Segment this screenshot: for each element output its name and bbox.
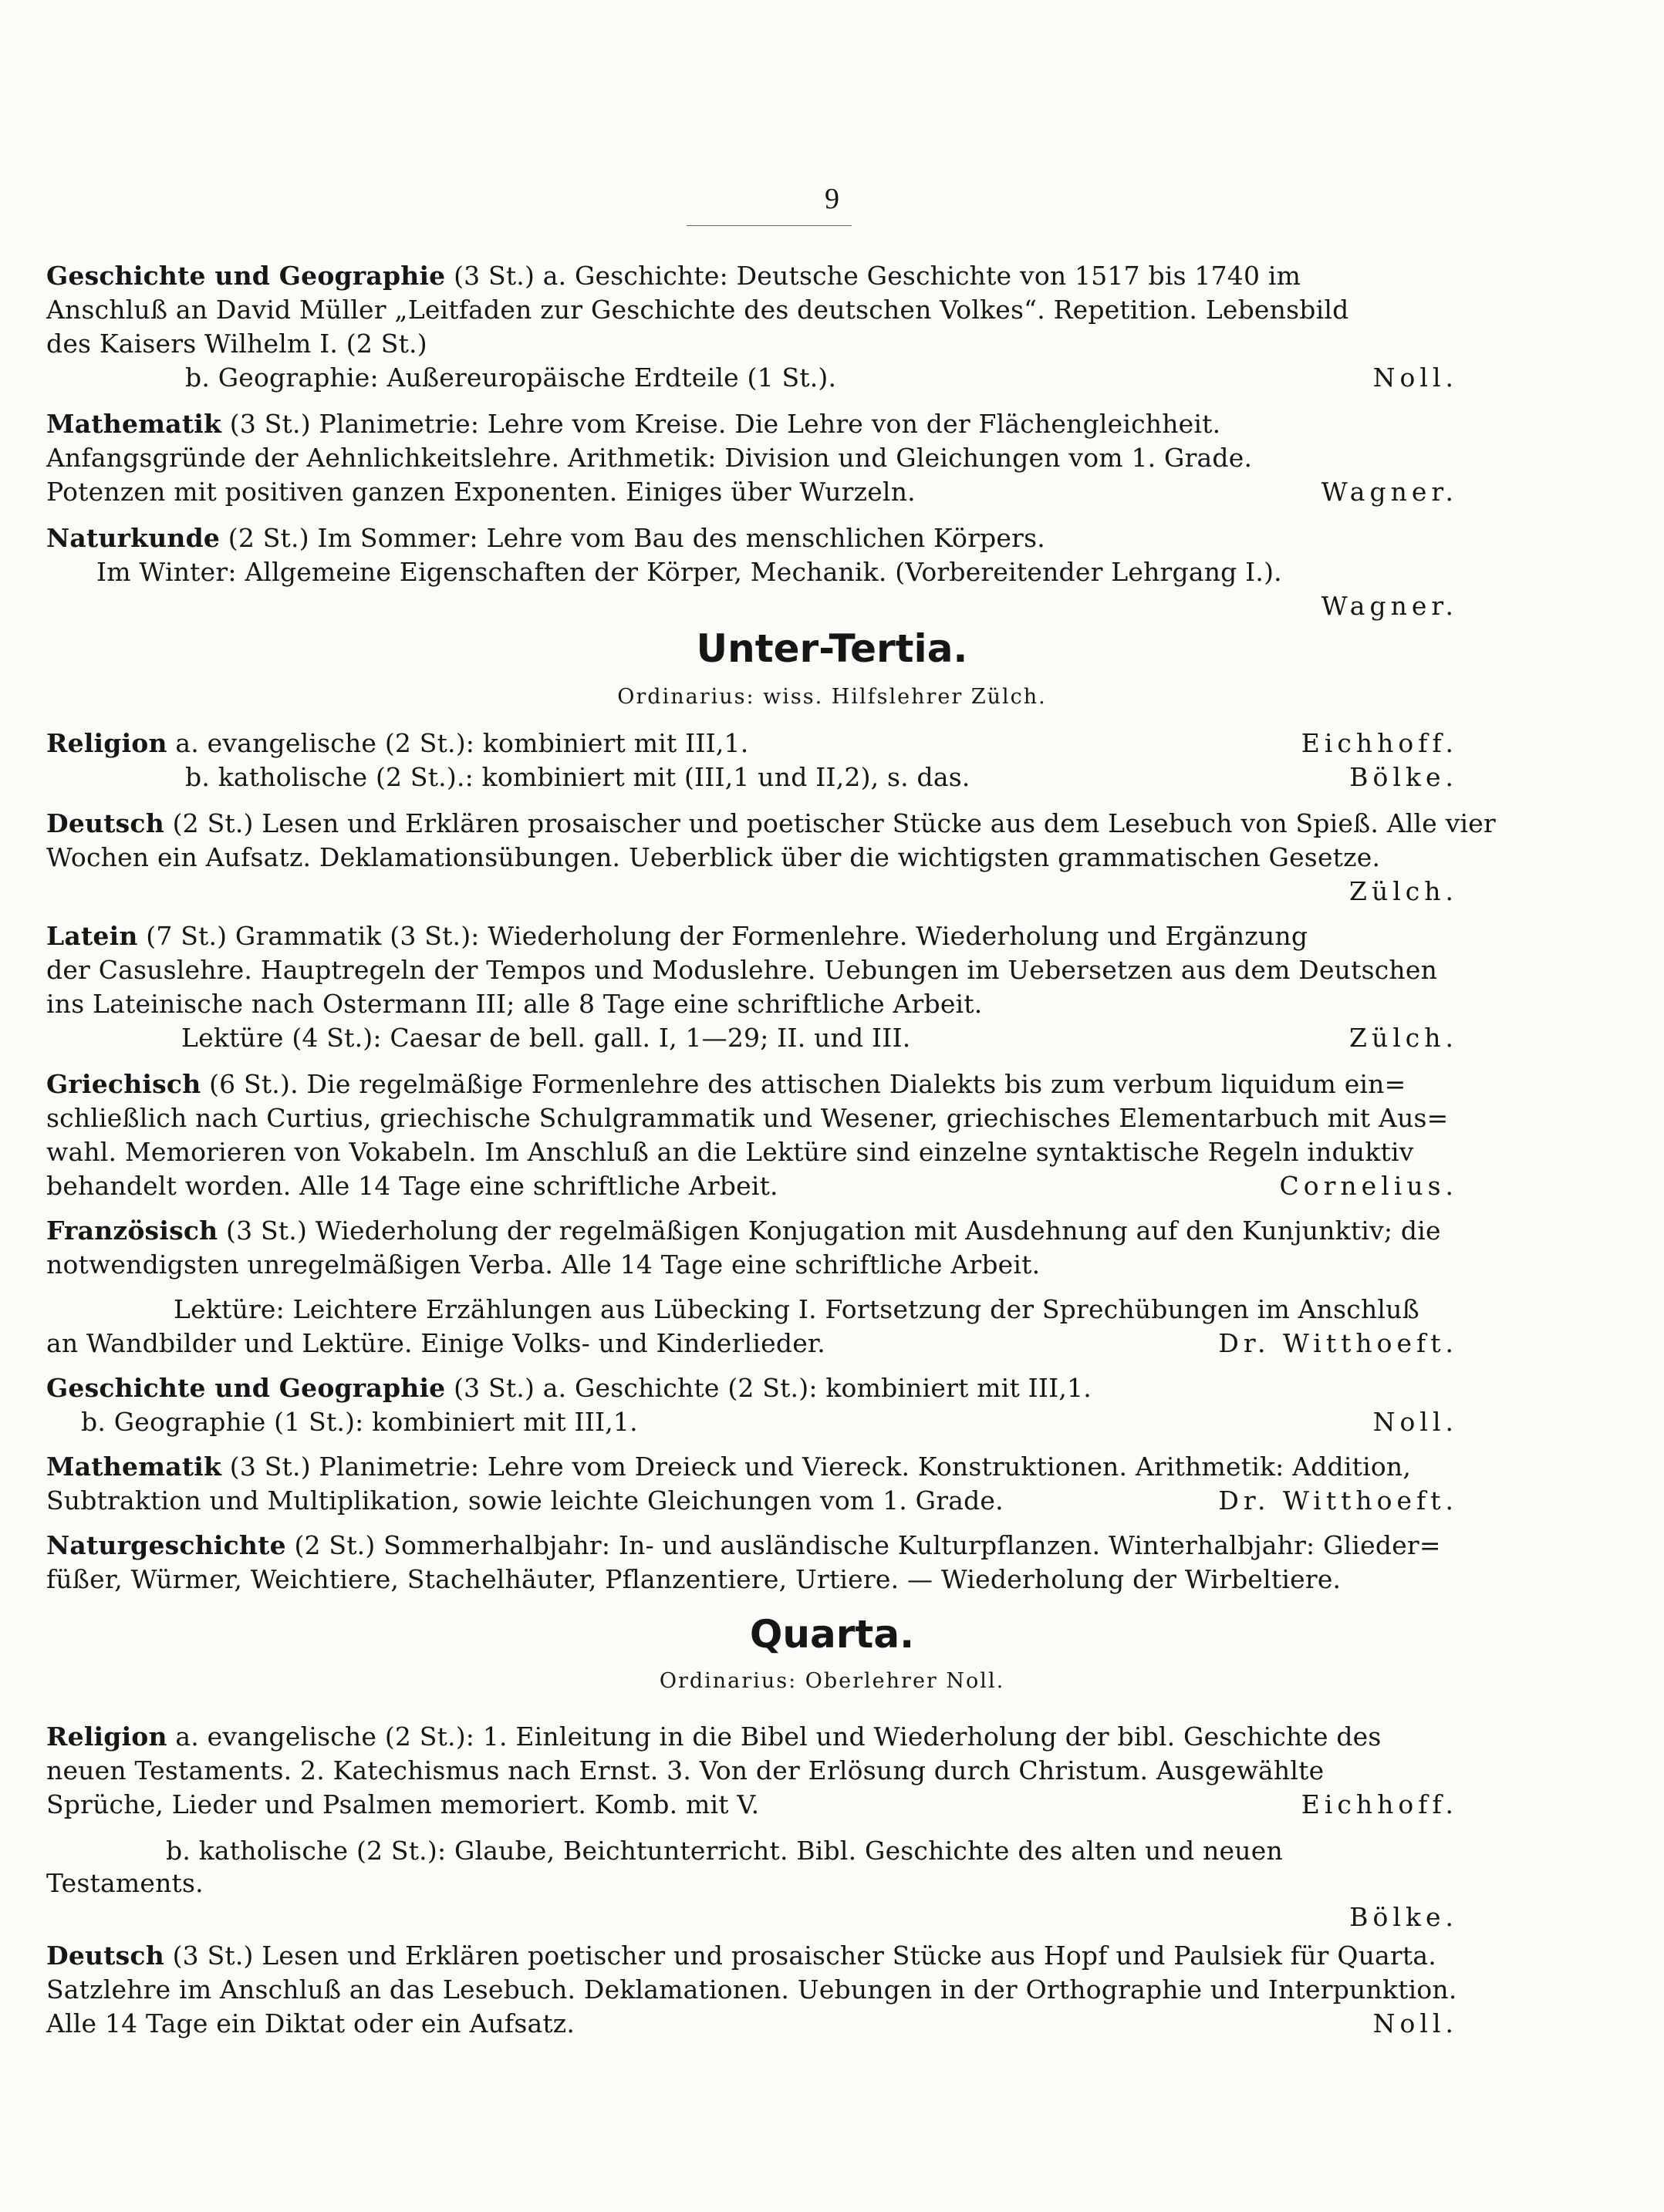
subject-label: Naturgeschichte	[46, 1530, 286, 1560]
line-text: Testaments.	[46, 1868, 204, 1898]
text-line	[46, 1484, 1458, 1518]
subject-label: Griechisch	[46, 1069, 201, 1099]
page-number: 9	[825, 183, 839, 215]
teacher-name: Noll.	[1372, 1407, 1458, 1437]
subject-label: Geschichte und Geographie	[46, 1373, 446, 1403]
text-line	[46, 1169, 1458, 1203]
line-text: b. Geographie (1 St.): kombiniert mit III,1.	[81, 1407, 638, 1437]
line-text: b. katholische (2 St.).: kombiniert mit (III,1 und II,2), s. das.	[185, 762, 970, 792]
text-line	[181, 1021, 1458, 1055]
teacher-name: Bölke.	[1349, 1902, 1458, 1932]
line-text: Subtraktion und Multiplikation, sowie leichte Gleichungen vom 1. Grade.	[46, 1485, 1004, 1516]
line-text: a. evangelische (2 St.): kombiniert mit III,1.	[167, 728, 749, 758]
line-text: b. katholische (2 St.): Glaube, Beichtunterricht. Bibl. Geschichte des alten und neuen	[166, 1836, 1283, 1866]
teacher-name: Cornelius.	[1279, 1171, 1458, 1201]
line-text: Sprüche, Lieder und Psalmen memoriert. Komb. mit V.	[46, 1789, 760, 1819]
line-text: wahl. Memorieren von Vokabeln. Im Anschluß an die Lektüre sind einzelne syntaktische Regeln induktiv	[46, 1137, 1414, 1167]
subject-label: Geschichte und Geographie	[46, 261, 446, 291]
text-line	[185, 361, 1458, 395]
subject-label: Deutsch	[46, 808, 164, 838]
line-text: ins Lateinische nach Ostermann III; alle 8 Tage eine schriftliche Arbeit.	[46, 989, 983, 1019]
line-text: der Casuslehre. Hauptregeln der Tempos und Moduslehre. Uebungen im Uebersetzen aus dem Deutschen	[46, 955, 1438, 985]
line-text: (3 St.) Lesen und Erklären poetischer und prosaischer Stücke aus Hopf und Paulsiek für Quarta.	[164, 1941, 1436, 1971]
line-text: (3 St.) a. Geschichte: Deutsche Geschichte von 1517 bis 1740 im	[445, 261, 1301, 291]
text-line	[46, 2007, 1458, 2041]
line-text: Lektüre: Leichtere Erzählungen aus Lübecking I. Fortsetzung der Sprechübungen im Anschluß	[174, 1294, 1419, 1324]
text-line	[46, 1101, 1458, 1135]
text-line	[46, 441, 1458, 475]
line-text: b. Geographie: Außereuropäische Erdteile (1 St.).	[185, 362, 837, 393]
text-line	[46, 953, 1458, 987]
text-line	[46, 1214, 1458, 1248]
text-line	[46, 841, 1458, 875]
subject-label: Mathematik	[46, 1452, 222, 1482]
teacher-name: Noll.	[1372, 362, 1458, 393]
text-line	[46, 1754, 1458, 1788]
line-text: schließlich nach Curtius, griechische Schulgrammatik und Wesener, griechisches Elementarbuch mit Aus=	[46, 1103, 1449, 1133]
text-line	[46, 1067, 1458, 1101]
text-line	[46, 521, 1458, 555]
line-text: Satzlehre im Anschluß an das Lesebuch. Deklamationen. Uebungen in der Orthographie und Interpunktion.	[46, 1974, 1457, 2005]
text-line	[46, 987, 1458, 1021]
teacher-name: Eichhoff.	[1301, 1789, 1458, 1819]
teacher-name: Zülch.	[1349, 876, 1458, 906]
line-text: (2 St.) Im Sommer: Lehre vom Bau des menschlichen Körpers.	[220, 523, 1045, 553]
teacher-name: Wagner.	[1321, 591, 1458, 621]
line-text: Im Winter: Allgemeine Eigenschaften der Körper, Mechanik. (Vorbereitender Lehrgang I.).	[96, 557, 1282, 587]
line-text: (2 St.) Sommerhalbjahr: In- und ausländische Kulturpflanzen. Winterhalbjahr: Glieder=	[285, 1530, 1441, 1560]
section-heading-quarta: Quarta.	[749, 1612, 915, 1657]
subject-label: Mathematik	[46, 409, 222, 439]
teacher-name: Dr. Witthoeft.	[1218, 1485, 1458, 1516]
line-text: Alle 14 Tage ein Diktat oder ein Aufsatz.	[46, 2008, 575, 2038]
subject-label: Französisch	[46, 1216, 218, 1246]
text-line	[46, 1450, 1458, 1484]
line-text: (3 St.) Wiederholung der regelmäßigen Konjugation mit Ausdehnung auf den Kunjunktiv; die	[218, 1216, 1441, 1246]
subject-label: Naturkunde	[46, 523, 221, 553]
line-text: notwendigsten unregelmäßigen Verba. Alle 14 Tage eine schriftliche Arbeit.	[46, 1249, 1041, 1280]
line-text: Wochen ein Aufsatz. Deklamationsübungen. Ueberblick über die wichtigsten grammatischen Gesetze.	[46, 842, 1381, 872]
text-line	[46, 919, 1458, 953]
line-text: Potenzen mit positiven ganzen Exponenten. Einiges über Wurzeln.	[46, 477, 916, 507]
teacher-name: Wagner.	[1321, 477, 1458, 507]
subject-label: Deutsch	[46, 1941, 164, 1971]
line-text: (2 St.) Lesen und Erklären prosaischer und poetischer Stücke aus dem Lesebuch von Spieß. Alle vier	[164, 808, 1496, 838]
line-text: (3 St.) Planimetrie: Lehre vom Dreieck und Viereck. Konstruktionen. Arithmetik: Addition,	[221, 1452, 1412, 1482]
text-line	[46, 1248, 1458, 1282]
text-line	[46, 293, 1458, 327]
text-line	[46, 727, 1458, 760]
text-line	[46, 1939, 1458, 1973]
ordinarius-unter-tertia: Ordinarius: wiss. Hilfslehrer Zülch.	[617, 685, 1047, 709]
text-line	[46, 407, 1458, 441]
subject-label: Latein	[46, 921, 138, 951]
text-line	[81, 1405, 1458, 1439]
line-text: Anfangsgründe der Aehnlichkeitslehre. Arithmetik: Division und Gleichungen vom 1. Grade.	[46, 443, 1253, 473]
teacher-name: Noll.	[1372, 2008, 1458, 2038]
subject-label: Religion	[46, 1721, 167, 1752]
line-text: behandelt worden. Alle 14 Tage eine schriftliche Arbeit.	[46, 1171, 778, 1201]
divider	[687, 225, 852, 226]
text-line	[46, 1563, 1458, 1597]
line-text: (7 St.) Grammatik (3 St.): Wiederholung der Formenlehre. Wiederholung und Ergänzung	[137, 921, 1308, 951]
text-line	[185, 760, 1458, 794]
line-text: des Kaisers Wilhelm I. (2 St.)	[46, 329, 427, 359]
text-line	[46, 1529, 1458, 1563]
line-text: (6 St.). Die regelmäßige Formenlehre des attischen Dialekts bis zum verbum liquidum ein=	[201, 1069, 1406, 1099]
ordinarius-quarta: Ordinarius: Oberlehrer Noll.	[659, 1669, 1005, 1693]
text-line	[96, 555, 1458, 589]
text-line	[46, 807, 1496, 841]
line-text: an Wandbilder und Lektüre. Einige Volks- und Kinderlieder.	[46, 1328, 825, 1358]
text-line	[46, 1788, 1458, 1822]
line-text: Anschluß an David Müller „Leitfaden zur Geschichte des deutschen Volkes“. Repetition. Lebensbild	[46, 295, 1349, 325]
text-line	[46, 1135, 1458, 1169]
teacher-name: Dr. Witthoeft.	[1218, 1328, 1458, 1358]
teacher-name: Zülch.	[1349, 1023, 1458, 1053]
line-text: Lektüre (4 St.): Caesar de bell. gall. I, 1—29; II. und III.	[181, 1023, 911, 1053]
text-line	[174, 1293, 1458, 1327]
text-line	[46, 259, 1458, 293]
line-text: (3 St.) Planimetrie: Lehre vom Kreise. Die Lehre von der Flächengleichheit.	[221, 409, 1221, 439]
text-line	[46, 475, 1458, 509]
line-text: neuen Testaments. 2. Katechismus nach Ernst. 3. Von der Erlösung durch Christum. Ausgewählte	[46, 1755, 1325, 1785]
text-line	[46, 1866, 1458, 1900]
text-line	[166, 1834, 1458, 1868]
subject-label: Religion	[46, 728, 167, 758]
text-line	[46, 1720, 1458, 1754]
line-text: a. evangelische (2 St.): 1. Einleitung in die Bibel und Wiederholung der bibl. Geschichte des	[167, 1721, 1382, 1752]
line-text: füßer, Würmer, Weichtiere, Stachelhäuter, Pflanzentiere, Urtiere. — Wiederholung der Wirbeltiere.	[46, 1564, 1342, 1594]
text-line	[46, 1327, 1458, 1361]
text-line	[46, 1973, 1458, 2007]
line-text: (3 St.) a. Geschichte (2 St.): kombiniert mit III,1.	[445, 1373, 1092, 1403]
teacher-name: Eichhoff.	[1301, 728, 1458, 758]
text-line	[46, 327, 1458, 361]
text-line	[46, 1371, 1458, 1405]
teacher-name: Bölke.	[1349, 762, 1458, 792]
section-heading-unter-tertia: Unter-Tertia.	[696, 626, 968, 671]
